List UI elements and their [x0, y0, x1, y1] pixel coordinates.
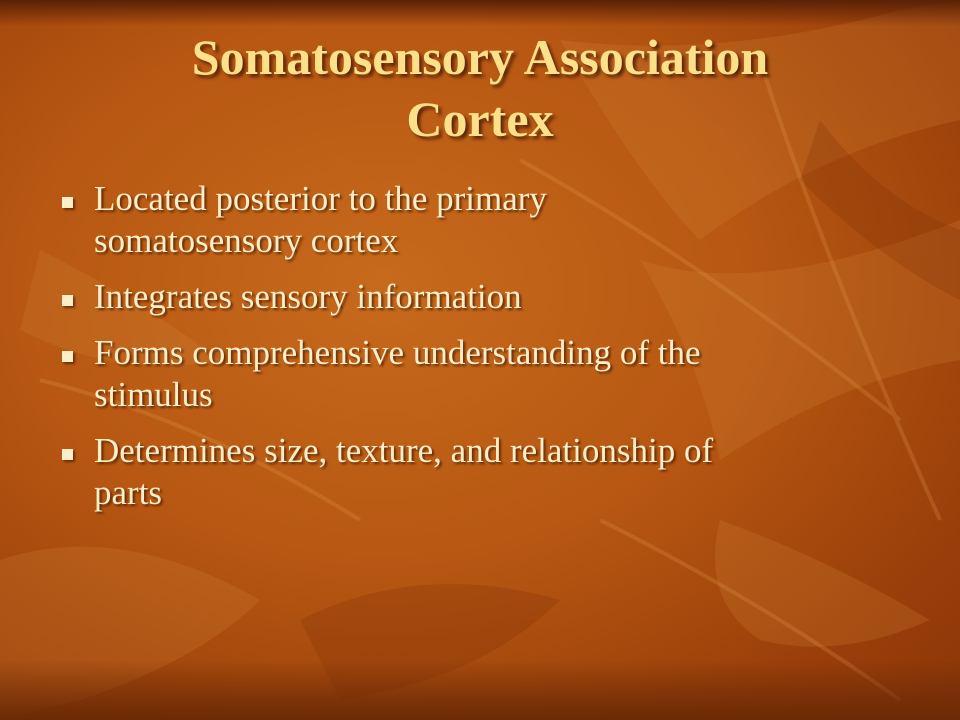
bullet-text-line: Forms comprehensive understanding of the	[94, 333, 701, 372]
bullet-text-line: somatosensory cortex	[94, 221, 399, 260]
bullet-text-line: Located posterior to the primary	[94, 179, 547, 218]
slide-title	[60, 26, 900, 150]
bullet-text-line: stimulus	[94, 375, 213, 414]
bullet-item	[56, 178, 906, 262]
bullet-text-line: parts	[94, 473, 163, 512]
bullet-item	[56, 332, 906, 416]
square-bullet-icon	[62, 449, 73, 460]
square-bullet-icon	[62, 351, 73, 362]
bullet-item	[56, 276, 906, 318]
slide-title-line: Cortex	[406, 91, 554, 147]
top-shade	[0, 0, 960, 26]
square-bullet-icon	[62, 197, 73, 208]
bullet-item	[56, 430, 906, 514]
square-bullet-icon	[62, 295, 73, 306]
bullet-text-line: Determines size, texture, and relationship of	[94, 431, 714, 470]
bottom-shade	[0, 660, 960, 720]
slide-title-line: Somatosensory Association	[191, 29, 769, 85]
bullet-list	[56, 178, 906, 528]
bullet-text-line: Integrates sensory information	[94, 277, 522, 316]
